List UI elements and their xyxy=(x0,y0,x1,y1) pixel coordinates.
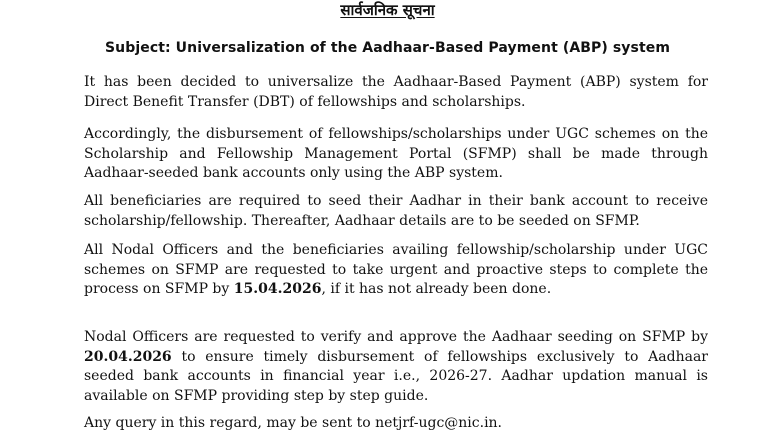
deadline-date-2: 20.04.2026 xyxy=(84,348,172,365)
notice-subject: Subject: Universalization of the Aadhaar-Based Payment (ABP) system xyxy=(104,40,671,56)
p5-text-after: to ensure timely disbursement of fellowships exclusively to Aadhaar seeded bank accounts in financial year i.e., 2026-27. Aadhar updation manual is available on SFMP providing step by step guide. xyxy=(84,348,708,404)
p4-text-before: All Nodal Officers and the beneficiaries availing fellowship/scholarship under UGC schemes on SFMP are requested to take urgent and proactive steps to complete the process on SFMP by xyxy=(84,242,708,297)
paragraph-aadhar-seeding: All beneficiaries are required to seed their Aadhar in their bank account to receive scholarship/fellowship. Thereafter, Aadhaar details are to be seeded on SFMP. xyxy=(84,193,708,229)
deadline-date-1: 15.04.2026 xyxy=(233,281,322,297)
paragraph-verification-deadline xyxy=(84,328,708,406)
p4-text-after: , if it has not already been done. xyxy=(321,281,552,297)
notice-heading xyxy=(0,0,775,20)
paragraph-sfmp-disbursement: Accordingly, the disbursement of fellowships/scholarships under UGC schemes on the Scholarship and Fellowship Management Portal (SFMP) shall be made through Aadhaar-seeded bank accounts only using the ABP system. xyxy=(84,126,708,181)
p5-text-before: Nodal Officers are requested to verify and approve the Aadhaar seeding on SFMP by xyxy=(84,329,708,345)
notice-heading-text: सार्वजनिक सूचना xyxy=(340,1,435,19)
paragraph-query-contact: Any query in this regard, may be sent to netjrf-ugc@nic.in. xyxy=(84,415,503,431)
paragraph-abp-decision: It has been decided to universalize the Aadhaar-Based Payment (ABP) system for Direct Benefit Transfer (DBT) of fellowships and scholarships. xyxy=(84,74,708,110)
paragraph-nodal-officers-deadline xyxy=(84,241,708,300)
